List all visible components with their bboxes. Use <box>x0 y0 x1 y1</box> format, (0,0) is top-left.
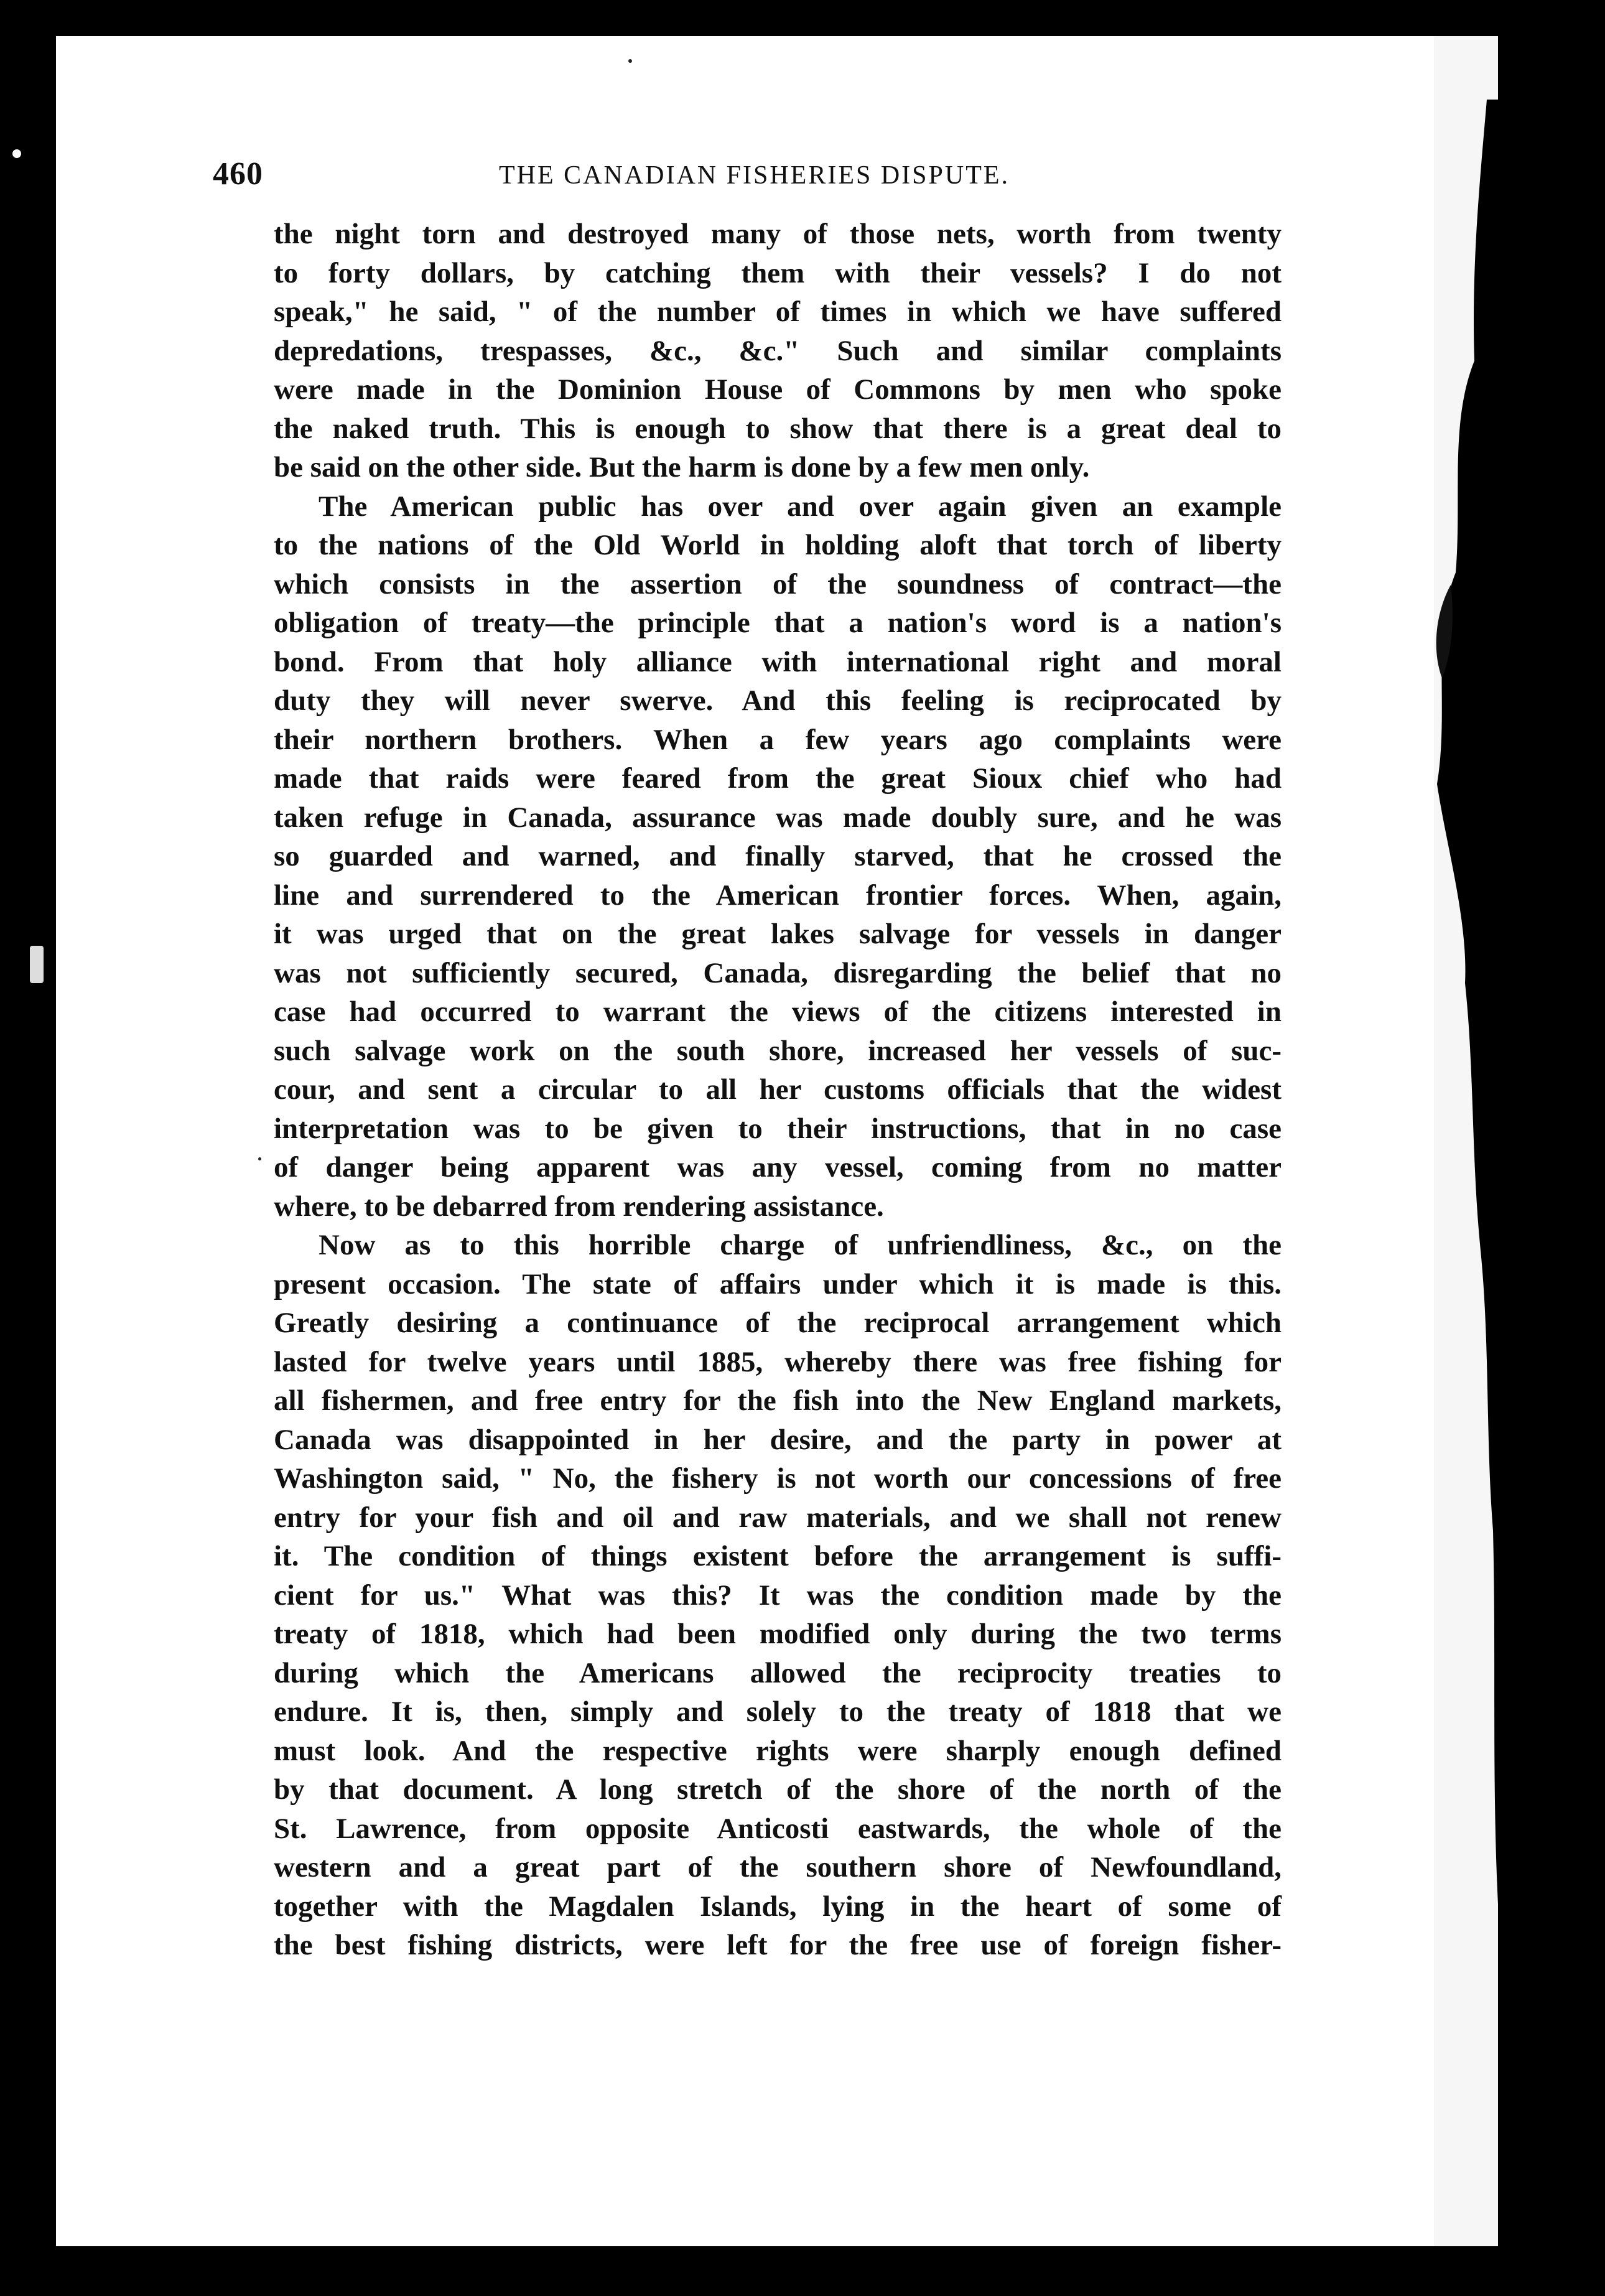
scan-border-right <box>1498 0 1605 2296</box>
scan-speck <box>12 149 21 158</box>
text-line: it. The condition of things existent before the arrangement is suffi- <box>274 1540 1282 1572</box>
text-line: entry for your fish and oil and raw materials, and we shall not renew <box>274 1501 1282 1534</box>
text-line: their northern brothers. When a few years ago complaints were <box>274 723 1282 756</box>
running-head <box>213 156 1308 199</box>
text-line: depredations, trespasses, &c., &c." Such and similar complaints <box>274 334 1282 367</box>
text-line: such salvage work on the south shore, increased her vessels of suc- <box>274 1034 1282 1067</box>
body-text <box>274 215 1282 1965</box>
text-line: obligation of treaty—the principle that a nation's word is a nation's <box>274 607 1282 639</box>
scan-border-left <box>0 0 56 2296</box>
text-line: to the nations of the Old World in holding aloft that torch of liberty <box>274 529 1282 561</box>
text-line: taken refuge in Canada, assurance was made doubly sure, and he was <box>274 801 1282 834</box>
text-line: where, to be debarred from rendering assistance. <box>274 1190 884 1223</box>
text-line: the night torn and destroyed many of those nets, worth from twenty <box>274 218 1282 250</box>
text-line: which consists in the assertion of the soundness of contract—the <box>274 567 1282 600</box>
scan-border-bottom <box>0 2246 1605 2296</box>
text-line: so guarded and warned, and finally starved, that he crossed the <box>274 840 1282 872</box>
scan-border-top <box>0 0 1605 36</box>
text-line: was not sufficiently secured, Canada, disregarding the belief that no <box>274 956 1282 989</box>
text-line: The American public has over and over again given an example <box>319 490 1282 523</box>
scan-speck <box>628 59 632 63</box>
text-line: the naked truth. This is enough to show that there is a great deal to <box>274 412 1282 445</box>
text-line: speak," he said, " of the number of times in which we have suffered <box>274 296 1282 328</box>
text-line: of danger being apparent was any vessel, coming from no matter <box>274 1151 1282 1183</box>
text-line: the best fishing districts, were left for the free use of foreign fisher- <box>274 1929 1282 1961</box>
text-line: during which the Americans allowed the reciprocity treaties to <box>274 1656 1282 1689</box>
text-line: western and a great part of the southern shore of Newfoundland, <box>274 1851 1282 1883</box>
text-line: must look. And the respective rights were sharply enough defined <box>274 1734 1282 1767</box>
text-line: to forty dollars, by catching them with their vessels? I do not <box>274 256 1282 289</box>
text-line: endure. It is, then, simply and solely to the treaty of 1818 that we <box>274 1696 1282 1728</box>
text-line: line and surrendered to the American frontier forces. When, again, <box>274 879 1282 912</box>
text-line: Greatly desiring a continuance of the reciprocal arrangement which <box>274 1307 1282 1339</box>
text-line: case had occurred to warrant the views of the citizens interested in <box>274 996 1282 1028</box>
text-line: present occasion. The state of affairs under which it is made is this. <box>274 1267 1282 1300</box>
text-line: Washington said, " No, the fishery is not worth our concessions of free <box>274 1462 1282 1495</box>
text-line: bond. From that holy alliance with international right and moral <box>274 645 1282 678</box>
text-line: interpretation was to be given to their instructions, that in no case <box>274 1112 1282 1145</box>
text-line: cour, and sent a circular to all her customs officials that the widest <box>274 1073 1282 1106</box>
text-line: St. Lawrence, from opposite Anticosti eastwards, the whole of the <box>274 1812 1282 1845</box>
scan-speck <box>30 946 44 983</box>
text-line: were made in the Dominion House of Commons by men who spoke <box>274 373 1282 406</box>
text-line: duty they will never swerve. And this feeling is reciprocated by <box>274 684 1282 717</box>
text-line: Now as to this horrible charge of unfriendliness, &c., on the <box>319 1229 1282 1261</box>
text-line: by that document. A long stretch of the shore of the north of the <box>274 1773 1282 1806</box>
text-line: cient for us." What was this? It was the condition made by the <box>274 1579 1282 1612</box>
text-line: be said on the other side. But the harm is done by a few men only. <box>274 451 1090 483</box>
scan-speck <box>258 1157 261 1160</box>
text-line: it was urged that on the great lakes salvage for vessels in danger <box>274 918 1282 950</box>
text-line: lasted for twelve years until 1885, whereby there was free fishing for <box>274 1345 1282 1378</box>
text-line: Canada was disappointed in her desire, and the party in power at <box>274 1423 1282 1456</box>
text-line: all fishermen, and free entry for the fish into the New England markets, <box>274 1384 1282 1417</box>
page-number: 460 <box>213 156 263 192</box>
text-line: made that raids were feared from the great Sioux chief who had <box>274 762 1282 795</box>
text-line: together with the Magdalen Islands, lying in the heart of some of <box>274 1890 1282 1923</box>
running-title: THE CANADIAN FISHERIES DISPUTE. <box>499 161 1010 190</box>
text-line: treaty of 1818, which had been modified only during the two terms <box>274 1618 1282 1650</box>
